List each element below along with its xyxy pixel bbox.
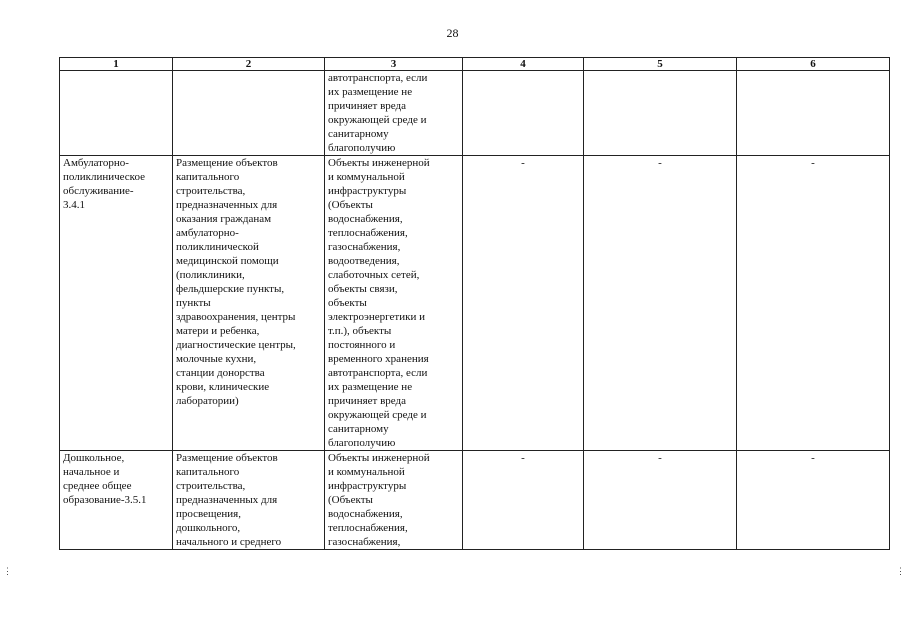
cell-col-4: -: [463, 451, 584, 550]
table-row: [60, 71, 890, 156]
column-header-4: 4: [463, 58, 584, 71]
cell-description: [173, 71, 325, 156]
table-row: [60, 451, 890, 550]
scan-edge-mark-right: ⋮: [896, 566, 905, 576]
column-header-3: 3: [325, 58, 463, 71]
cell-use-type: Амбулаторно- поликлиническое обслуживание- 3.4.1: [60, 156, 173, 451]
cell-col-6: -: [737, 451, 890, 550]
table-row: [60, 156, 890, 451]
cell-col-5: -: [584, 156, 737, 451]
scan-edge-mark-left: ⋮: [3, 566, 12, 576]
column-header-1: 1: [60, 58, 173, 71]
cell-col-4: -: [463, 156, 584, 451]
cell-col-5: [584, 71, 737, 156]
cell-col-6: -: [737, 156, 890, 451]
cell-description: Размещение объектов капитального строительства, предназначенных для оказания гражданам амбулаторно- поликлинической медицинской помощи (поликлиники, фельдшерские пункты, пункты здравоохранения, центры матери и ребенка, диагностические центры, молочные кухни, станции донорства крови, клинические лаборатории): [173, 156, 325, 451]
header-row: [60, 58, 890, 71]
cell-description: Размещение объектов капитального строительства, предназначенных для просвещения, дошкольного, начального и среднего: [173, 451, 325, 550]
cell-col-6: [737, 71, 890, 156]
column-header-6: 6: [737, 58, 890, 71]
cell-auxiliary-objects: автотранспорта, если их размещение не причиняет вреда окружающей среде и санитарному благополучию: [325, 71, 463, 156]
cell-use-type: [60, 71, 173, 156]
land-use-table: [59, 57, 890, 550]
cell-use-type: Дошкольное, начальное и среднее общее образование-3.5.1: [60, 451, 173, 550]
cell-col-4: [463, 71, 584, 156]
column-header-2: 2: [173, 58, 325, 71]
cell-auxiliary-objects: Объекты инженерной и коммунальной инфраструктуры (Объекты водоснабжения, теплоснабжения, газоснабжения, водоотведения, слаботочных сетей, объекты связи, объекты электроэнергетики и т.п.), объекты постоянного и временного хранения автотранспорта, если их размещение не причиняет вреда окружающей среде и санитарному благополучию: [325, 156, 463, 451]
cell-auxiliary-objects: Объекты инженерной и коммунальной инфраструктуры (Объекты водоснабжения, теплоснабжения, газоснабжения,: [325, 451, 463, 550]
column-header-5: 5: [584, 58, 737, 71]
page-number: 28: [446, 26, 459, 40]
cell-col-5: -: [584, 451, 737, 550]
